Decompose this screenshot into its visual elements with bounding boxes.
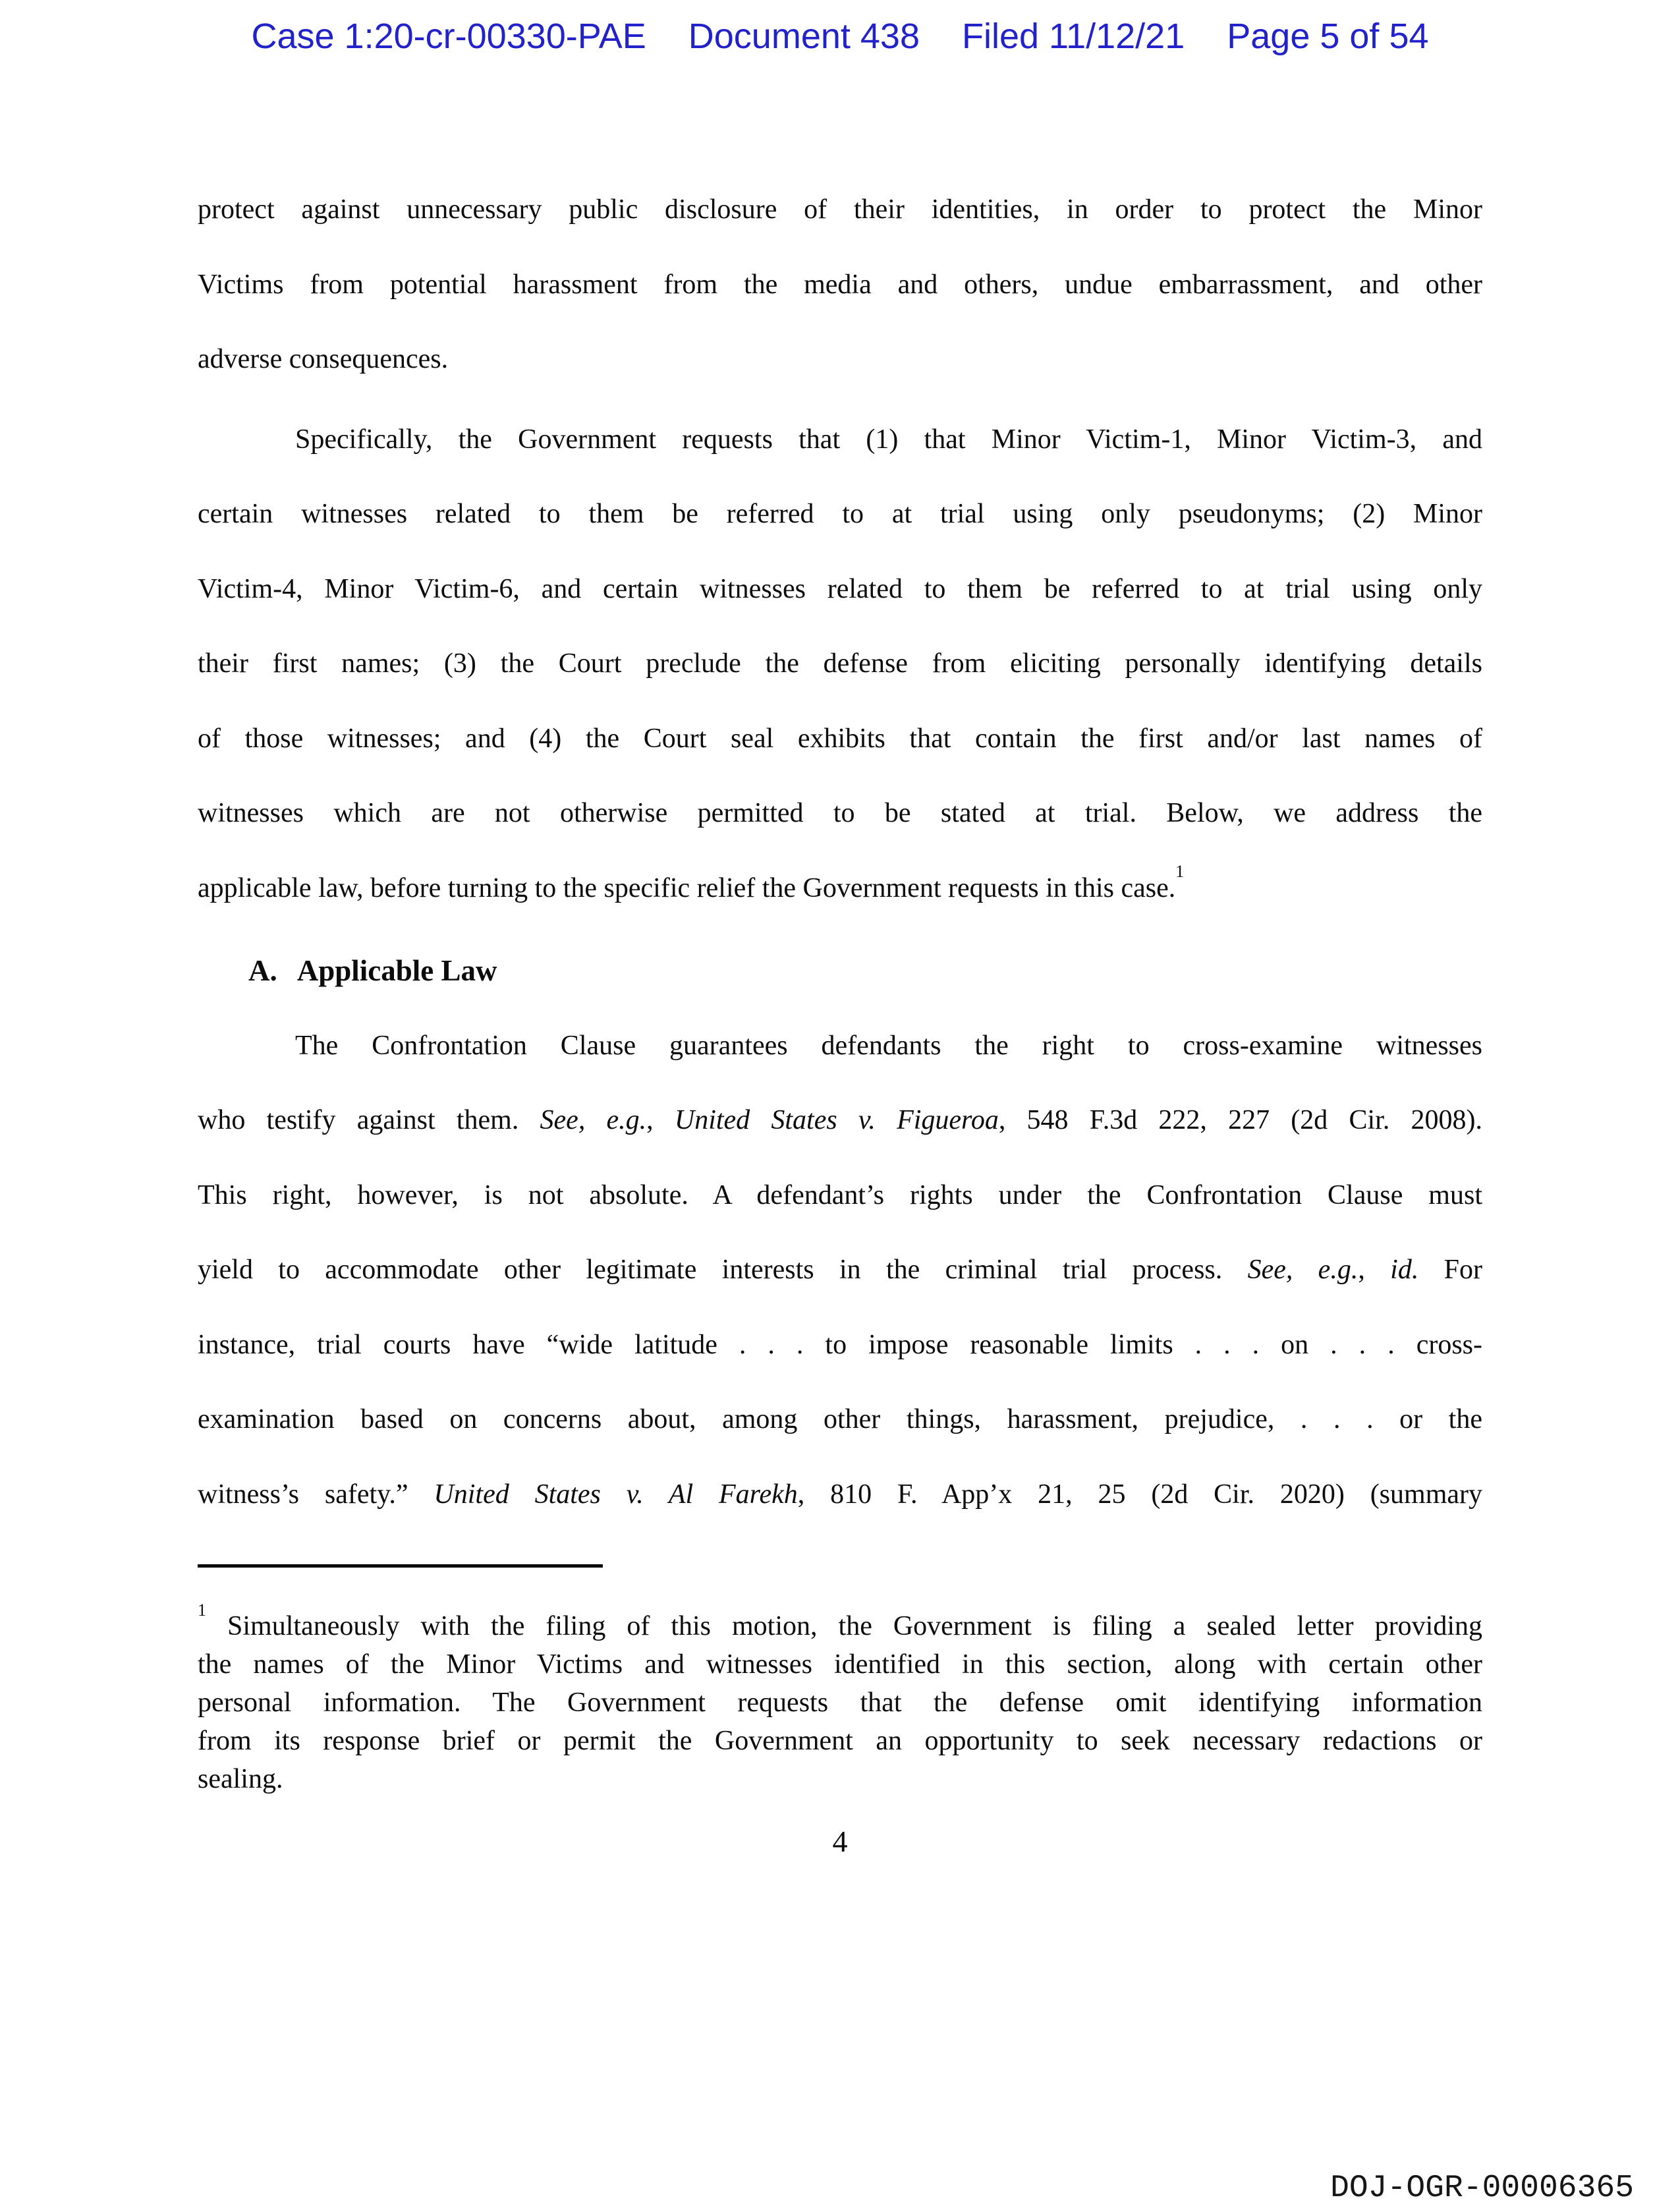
filed-date: Filed 11/12/21: [962, 16, 1185, 56]
text-line: [198, 1760, 1482, 1798]
text-line: [198, 403, 1482, 478]
text-segment: instance, trial courts have “wide latitude . . . to impose reasonable limits . . . on . . . cross-: [198, 1329, 1482, 1360]
paragraph-2: [198, 403, 1482, 926]
page-number: 4: [832, 1825, 848, 1858]
text-segment: protect against unnecessary public disclosure of their identities, in order to protect the Minor: [198, 194, 1482, 225]
text-segment: of those witnesses; and (4) the Court seal exhibits that contain the first and/or last names of: [198, 723, 1482, 754]
text-line: [198, 1458, 1482, 1533]
case-stamp-header: [0, 17, 1680, 56]
document-number: Document 438: [688, 16, 920, 56]
text-segment: United States v. Figueroa: [674, 1105, 999, 1135]
text-segment: Victim-4, Minor Victim-6, and certain witnesses related to them be referred to at trial using only: [198, 573, 1482, 604]
text-segment: ,: [1358, 1255, 1391, 1285]
section-heading-title: Applicable Law: [296, 954, 497, 987]
text-line: [198, 1382, 1482, 1458]
text-segment: This right, however, is not absolute. A defendant’s rights under the Confrontation Clause must: [198, 1179, 1482, 1210]
text-line: [198, 1645, 1482, 1684]
text-segment: , 810 F. App’x 21, 25 (2d Cir. 2020) (summary: [797, 1479, 1482, 1510]
text-segment: applicable law, before turning to the specific relief the Government requests in this case.: [198, 872, 1176, 903]
text-segment: examination based on concerns about, among other things, harassment, prejudice, . . . or the: [198, 1404, 1482, 1434]
text-line: [198, 248, 1482, 323]
text-line: [198, 776, 1482, 851]
text-segment: adverse consequences.: [198, 344, 449, 374]
text-segment: For: [1418, 1255, 1482, 1285]
text-segment: certain witnesses related to them be referred to at trial using only pseudonyms; (2) Minor: [198, 499, 1482, 529]
text-segment: ,: [646, 1105, 675, 1135]
text-line: [198, 1009, 1482, 1084]
footnote-text: [198, 1600, 1482, 1798]
text-segment: the names of the Minor Victims and witnesses identified in this section, along with certain other: [198, 1649, 1482, 1680]
footnote-reference: 1: [198, 1600, 207, 1620]
text-line: [198, 477, 1482, 552]
case-number: Case 1:20-cr-00330-PAE: [251, 16, 646, 56]
bates-number: DOJ-OGR-00006365: [1330, 2170, 1634, 2206]
text-segment: witnesses which are not otherwise permitted to be stated at trial. Below, we address the: [198, 798, 1482, 828]
text-segment: Victims from potential harassment from the media and others, undue embarrassment, and other: [198, 269, 1482, 300]
text-segment: who testify against them.: [198, 1105, 540, 1135]
footnote-reference: 1: [1175, 862, 1185, 882]
paragraph-1: [198, 173, 1482, 397]
text-line: [198, 1158, 1482, 1234]
text-line: [198, 1233, 1482, 1308]
footnote-block: [198, 1564, 1482, 1798]
text-line: [198, 1308, 1482, 1383]
text-segment: sealing.: [198, 1764, 283, 1794]
text-segment: their first names; (3) the Court preclude the defense from eliciting personally identifying details: [198, 648, 1482, 679]
page-indicator: Page 5 of 54: [1227, 16, 1429, 56]
document-body: [198, 173, 1482, 1532]
text-segment: United States v. Al Farekh: [434, 1479, 798, 1510]
text-line: [198, 173, 1482, 248]
text-line: [198, 1722, 1482, 1760]
section-heading-label: A.: [248, 954, 277, 987]
text-line: [198, 627, 1482, 702]
text-segment: witness’s safety.”: [198, 1479, 434, 1510]
text-line: [198, 322, 1482, 397]
text-segment: Simultaneously with the filing of this motion, the Government is filing a sealed letter providing: [206, 1611, 1482, 1641]
text-segment: yield to accommodate other legitimate interests in the criminal trial process.: [198, 1255, 1248, 1285]
text-segment: The Confrontation Clause guarantees defendants the right to cross-examine witnesses: [295, 1030, 1482, 1061]
text-segment: See, e.g.: [1247, 1255, 1358, 1285]
section-heading: [248, 934, 1482, 1009]
text-segment: , 548 F.3d 222, 227 (2d Cir. 2008).: [998, 1105, 1482, 1135]
text-segment: See, e.g.: [540, 1105, 647, 1135]
text-segment: Specifically, the Government requests that (1) that Minor Victim-1, Minor Victim-3, and: [295, 424, 1482, 455]
text-line: [198, 1684, 1482, 1722]
text-line: [198, 1083, 1482, 1158]
paragraph-3: [198, 1009, 1482, 1533]
footnote-separator-rule: [198, 1564, 603, 1568]
text-segment: id.: [1390, 1255, 1419, 1285]
text-line: [198, 702, 1482, 777]
text-line: [198, 552, 1482, 627]
text-segment: personal information. The Government requests that the defense omit identifying information: [198, 1687, 1482, 1718]
text-line: [198, 1600, 1482, 1645]
text-line: [198, 851, 1482, 926]
text-segment: from its response brief or permit the Government an opportunity to seek necessary redactions or: [198, 1726, 1482, 1756]
